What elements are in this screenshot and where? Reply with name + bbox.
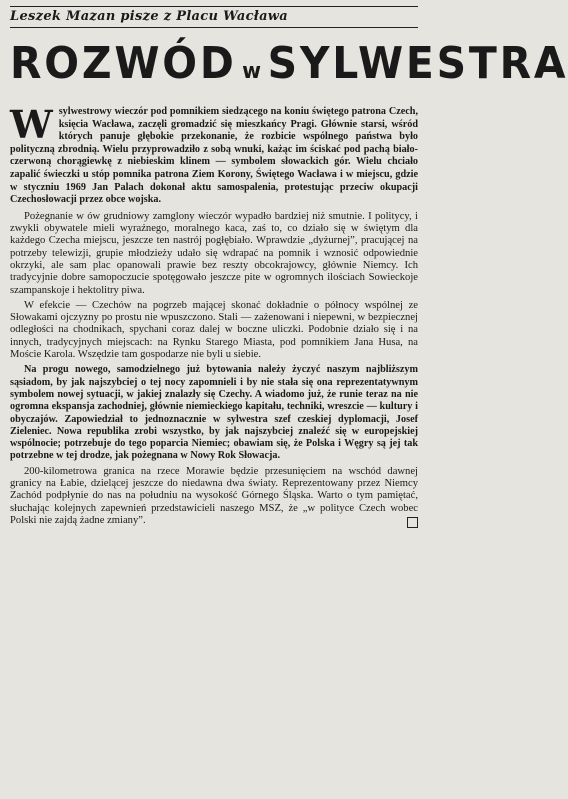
lead-paragraph [10, 102, 418, 207]
byline-header: Leszek Mazan pisze z Placu Wacława [10, 6, 418, 28]
title-part2: SYLWESTRA [267, 38, 568, 89]
body-paragraph-4-text: 200-kilometrowa granica na rzece Morawie będzie przesunięciem na wschód dawnej granicy na Łabie, dzielącej jeszcze do niedawna dwa światy. Reprezentowany przez Niemcy Zachód podpłynie do nas na południu na wysokość Górnego Śląska. Warto o tym pamiętać, słuchając kolejnych zapewnień przedstawicieli naszego MSZ, że „w polityce Czech wobec Polski nie zajdą żadne zmiany”. [10, 465, 418, 526]
body-paragraph-4 [10, 466, 418, 527]
body-paragraph-1: Pożegnanie w ów grudniowy zamglony wieczór wypadło bardziej niż smutnie. I politycy, i zwykli obywatele mieli wyraźnego, moralnego kaca, zaś to, co działo się w świętym dla każdego Czecha miejscu, jeszcze ten nastrój pogłębiało. Wprawdzie „dyżurnej”, pracującej na potrzeby telewizji, grupie młodzieży udało się wdrapać na pomnik i wznosić odpowiednie okrzyki, ale sam plac opanowali prawie bez reszty obcokrajowcy, głównie Niemcy. Ich tradycyjnie dobre samopoczucie spotęgowało jeszcze pite w ogromnych ilościach Sowieckoje szampanskoje i hektolitry piwa. [10, 210, 418, 296]
body-paragraph-3: Na progu nowego, samodzielnego już bytowania należy życzyć naszym najbliższym sąsiadom, by jak najszybciej o tej nocy zapomnieli i by nie stała się ona reprezentatywnym symbolem nowej sytuacji, w jakiej znalazły się Czechy. A wiadomo już, że runie teraz na nie ogromna ekspansja zachodniej, głównie niemieckiego kapitału, techniki, wreszcie — kultury i obyczajów. Zapowiedział to jednoznacznie w sylwestra szef czeskiej dyplomacji, Josef Zieleniec. Nowa republika zrobi wszystko, by jak najszybciej znaleźć się w europejskiej wspólnocie; potrzebuje do tego poparcia Niemiec; obawiam się, że Polska i Węgry są jej tak potrzebne w tej drodze, jak pożegnana w Nowy Rok Słowacja. [10, 364, 418, 462]
drop-cap: W [10, 102, 53, 147]
body-paragraph-2: W efekcie — Czechów na pogrzeb mającej skonać dokładnie o północy wspólnej ze Słowakami ojczyzny po prostu nie wpuszczono. Stali — zażenowani i niepewni, w bezpiecznej odległości na chodnikach, spychani coraz dalej w boczne uliczki. Podobnie działo się i na innych, tradycyjnych miejscach: na Rynku Starego Miasta, pod pomnikiem Jana Husa, na Moście Karola. Wszędzie tam gospodarze nie byli u siebie. [10, 299, 418, 361]
lead-text: sylwestrowy wieczór pod pomnikiem siedzącego na koniu świętego patrona Czech, księcia Wacława, zaczęli gromadzić się mieszkańcy Pragi. Głównie starsi, wśród których panuje głębokie przekonanie, że rozbicie wspólnego państwa było polityczną zbrodnią. Wielu przyprowadziło z sobą wnuki, każąc im ściskać pod pachą biało-czerwoną chorągiewkę z niebieskim klinem — symbolem słowackich gór. Wielu chciało zapalić świeczki u stóp pomnika patrona Ziem Korony, Świętego Wacława i w miejscu, gdzie w styczniu 1969 Jan Palach dokonał aktu samospalenia, protestując przeciw okupacji Czechosłowacji przez obce wojska. [10, 106, 418, 206]
end-of-article-icon [407, 517, 418, 528]
article-title [10, 38, 568, 98]
title-connector: w [242, 59, 263, 84]
title-part1: ROZWÓD [10, 38, 237, 89]
